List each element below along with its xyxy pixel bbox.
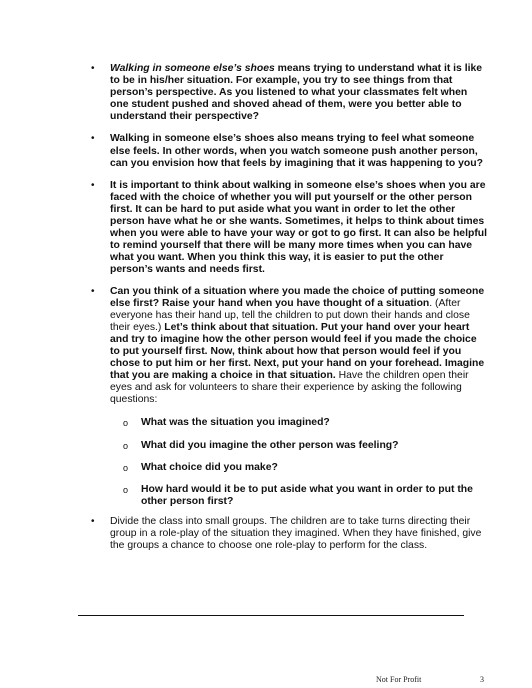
question-text: What was the situation you imagined?	[141, 417, 330, 429]
list-item	[88, 516, 488, 552]
bullet-list	[88, 63, 488, 552]
circle-bullet-icon: o	[123, 484, 129, 495]
paragraph-text: Let’s think about that situation. Put your hand over your heart and try to imagine how the other person would feel if you made the choice to put yourself first. Now, think about how that person would feel if you chose to put him or her first. Next, put your hand on your forehead. Imagine that you are making a choice in that situation.	[110, 321, 485, 382]
instruction-text: . (After everyone has their hand up, tell the children to put down their hands and close their eyes.)	[110, 297, 470, 333]
emphasis-text: Walking in someone else’s shoes	[110, 63, 275, 74]
question-item	[110, 440, 488, 452]
footer-divider	[78, 615, 464, 616]
paragraph-text: It is important to think about walking in someone else’s shoes when you are faced with the choice of whether you will put yourself or the other person first. It can be hard to put aside what you want in order to let the other person have what he or she wants. Sometimes, it helps to think about times when you were able to have your way or got to go first. It can also be helpful to remind yourself that there will be many more times when you can have what you want. When you think this way, it is easier to put the other person’s wants and needs first.	[110, 179, 488, 276]
circle-bullet-icon: o	[123, 440, 129, 451]
question-text: What did you imagine the other person was feeling?	[141, 439, 399, 451]
bullet-icon: •	[91, 63, 95, 74]
instruction-text: Divide the class into small groups. The children are to take turns directing their group in a role-play of the situation they imagined. When they have finished, give the groups a chance to choose one role-play to perform for the class.	[110, 515, 482, 552]
question-item	[110, 462, 488, 474]
list-item	[88, 180, 488, 277]
question-text: What choice did you make?	[141, 461, 278, 473]
bullet-icon: •	[91, 515, 95, 527]
list-item	[88, 133, 488, 169]
question-item	[110, 484, 488, 508]
bullet-icon: •	[91, 133, 95, 145]
paragraph-text: means trying to understand what it is like to be in his/her situation. For example, you try to see things from that person’s perspective. As you listened to what your classmates felt when one student pushed and shoved ahead of them, were you better able to understand their perspective?	[110, 63, 483, 123]
paragraph-text: Can you think of a situation where you made the choice of putting someone else first? Raise your hand when you have thought of a situation	[110, 285, 485, 309]
paragraph-text: Walking in someone else’s shoes also means trying to feel what someone else feels. In other words, when you watch someone push another person, can you envision how that feels by imagining that it was happening to you?	[110, 133, 483, 169]
question-text: How hard would it be to put aside what you want in order to put the other person first?	[141, 483, 473, 507]
instruction-text: Have the children open their eyes and ask for volunteers to share their experience by asking the following questions:	[110, 370, 469, 406]
circle-bullet-icon: o	[123, 418, 129, 429]
bullet-icon: •	[91, 179, 95, 191]
circle-bullet-icon: o	[123, 462, 129, 473]
question-item	[110, 417, 488, 429]
list-item	[88, 63, 488, 123]
footer-label: Not For Profit	[376, 675, 422, 684]
bullet-icon: •	[91, 285, 95, 297]
list-item	[88, 286, 488, 508]
page-number: 3	[480, 675, 484, 684]
